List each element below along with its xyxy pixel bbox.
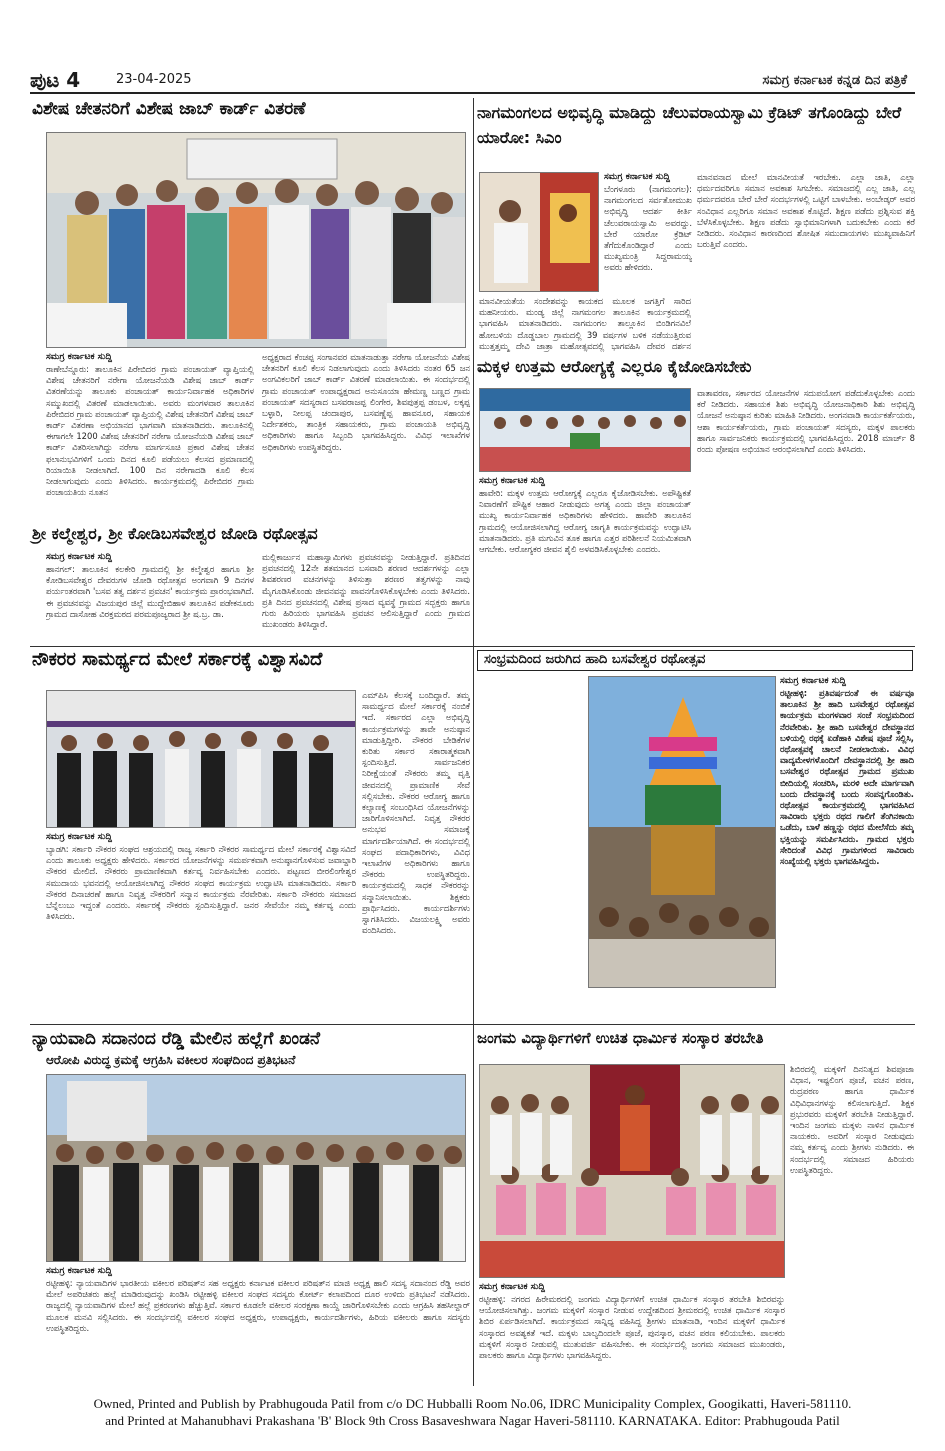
photo-job-card bbox=[46, 132, 466, 348]
subhead-lawyer: ಆರೋಪಿ ವಿರುದ್ಧ ಕ್ರಮಕ್ಕೆ ಆಗ್ರಹಿಸಿ ವಕೀಲರ ಸಂಘದಿಂದ ಪ್ರತಿಭಟನೆ bbox=[46, 1053, 296, 1067]
credit-lawyer: ಸಮಗ್ರ ಕರ್ನಾಟಕ ಸುದ್ದಿ bbox=[46, 1266, 112, 1276]
body-rathotsava-right: ಮಲ್ಲಿಕಾರ್ಜುನ ಮಹಾಸ್ವಾಮಿಗಳು ಪ್ರವಚನವನ್ನು ನೀಡುತ್ತಿದ್ದಾರೆ. ಪ್ರತಿದಿನದ ಪ್ರವಚನದಲ್ಲಿ 12ನೇ ಶತಮಾನದ ಬಸವಾದಿ ಶರಣರ ಆದರ್ಶಗಳನ್ನು ಎಲ್ಲಾ ಶಿವಶರಣರ ವಚನಗಳನ್ನು ತಿಳಿಸುತ್ತಾ ಶರಣರ ತತ್ವಗಳನ್ನು ನಾವು ಮೈಗೂಡಿಸಿಕೊಂಡು ಜೀವನವನ್ನು ಪಾವನಗೊಳಿಸಿಕೊಳ್ಳಬೇಕು ಎಂದು ತಿಳಿಸಿದರು. ಪ್ರತಿ ದಿನದ ಪ್ರವಚನದಲ್ಲಿ ವಿಶೇಷ ಪ್ರಸಾದ ವ್ಯವಸ್ಥೆ ಗ್ರಾಮದ ಸದ್ಭಕ್ತರು ಹಾಗೂ ಗುರು ಹಿರಿಯರು ಭಾಗವಹಿಸಿ ಪ್ರವಚನ ಆಲಿಸುತ್ತಿದ್ದಾರೆ ಎಂದು ಗ್ರಾಮದ ಮುಖಂಡರು ತಿಳಿಸಿದ್ದಾರೆ. bbox=[262, 552, 470, 630]
imprint-footer bbox=[0, 1395, 945, 1429]
headline-hadi-basaveshwara: ಸಂಭ್ರಮದಿಂದ ಜರುಗಿದ ಹಾದಿ ಬಸವೇಶ್ವರ ರಥೋತ್ಸವ bbox=[477, 650, 913, 671]
photo-health bbox=[479, 388, 691, 472]
headline-naukarara: ನೌಕರರ ಸಾಮರ್ಥ್ಯದ ಮೇಲೆ ಸರ್ಕಾರಕ್ಕೆ ವಿಶ್ವಾಸವಿದೆ bbox=[32, 649, 323, 670]
page-header bbox=[30, 68, 915, 94]
body-rathotsava-left: ಹಾನಗಲ್: ತಾಲೂಕಿನ ಕಲಕೇರಿ ಗ್ರಾಮದಲ್ಲಿ ಶ್ರೀ ಕಲ್ಮೇಶ್ವರ ಹಾಗೂ ಶ್ರೀ ಕೋಡಿಬಸವೇಶ್ವರ ದೇವರುಗಳ ಜೋಡಿ ರಥೋತ್ಸವ ಅಂಗವಾಗಿ 9 ದಿನಗಳ ಪರ್ಯಂತರವಾಗಿ 'ಬಸವ ತತ್ವ ದರ್ಶನ ಪ್ರವಚನ' ಕಾರ್ಯಕ್ರಮ ಪ್ರಾರಂಭವಾಗಿದೆ. ಈ ಪ್ರವಚನವನ್ನು ವಿಜಯಪುರ ಜಿಲ್ಲೆ ಮುದ್ದೇಬಿಹಾಳ ತಾಲೂಕಿನ ಪಡೇಕನೂರು ಗ್ರಾಮದ ದಾಸೋಹ ವಿರಕ್ತಮಠದ ಪರಮಪೂಜ್ಯರಾದ ಶ್ರೀ ಷ.ಬ್ರ. ಡಾ. bbox=[46, 564, 254, 619]
headline-rathotsava: ಶ್ರೀ ಕಲ್ಮೇಶ್ವರ, ಶ್ರೀ ಕೋಡಿಬಸವೇಶ್ವರ ಜೋಡಿ ರಥೋತ್ಸವ bbox=[32, 524, 318, 543]
headline-health: ಮಕ್ಕಳ ಉತ್ತಮ ಆರೋಗ್ಯಕ್ಕೆ ಎಲ್ಲರೂ ಕೈಜೋಡಿಸಬೇಕು bbox=[477, 357, 752, 376]
issue-date: 23-04-2025 bbox=[116, 72, 192, 87]
page-number: ಪುಟ 4 bbox=[30, 68, 81, 92]
body-cm-narrow: ಬೆಂಗಳೂರು (ನಾಗಮಂಗಲ): ನಾಗಮಂಗಲದ ಸರ್ವತೋಮುಖ ಅಭಿವೃದ್ಧಿ ಆದರ್ಶ ಕೀರ್ತಿ ಚೆಲುವರಾಯಸ್ವಾಮಿ ಅವರದ್ದು. ಬೇರೆ ಯಾರೋ ಕ್ರೆಡಿಟ್ ತೆಗೆದುಕೊಂಡಿದ್ದಾರೆ ಎಂದು ಮುಖ್ಯಮಂತ್ರಿ ಸಿದ್ದರಾಮಯ್ಯ ಅವರು ಹೇಳಿದರು. bbox=[604, 184, 692, 273]
body-job-card-right: ಅಧ್ಯಕ್ಷರಾದ ಕೆಂಚಪ್ಪ ಸಂಗಾನವರ ಮಾತನಾಡುತ್ತಾ ನರೇಗಾ ಯೋಜನೆಯ ವಿಶೇಷ ಚೇತನರಿಗೆ ಕೂಲಿ ಕೆಲಸ ನಿಡಲಾಗುವುದು ಎಂದು ತಿಳಿಸಿದರು ನಂತರ 65 ಜನ ಅಂಗವಿಕಲರಿಗೆ ಜಾಬ್ ಕಾರ್ಡ್ ವಿತರಣೆ ಮಾಡಲಾಯಿತು. ಈ ಸಂದರ್ಭದಲ್ಲಿ ಗ್ರಾಮ ಪಂಚಾಯತ್ ಉಪಾಧ್ಯಕ್ಷರಾದ ಅನುಸೂಯಾ ಹೇಮಣ್ಣ ಬಣ್ಣದ ಗ್ರಾಮ ಪಂಚಾಯತ್ ಸದಸ್ಯರಾದ ಬಸವರಾಜಪ್ಪ ಲಿಂಗೇರ, ಶಿವಪುತ್ರಪ್ಪ ಡಂಬಳ, ಲಕ್ಕಪ್ಪ ಬಳ್ಳಾರಿ, ನೀಲಪ್ಪ ಚಂದಾಪುರ, ಬಸವಣ್ಣೆಪ್ಪ ಹಾವನೂರ, ಸಹಾಯಕ ನಿರ್ದೇಶಕರು, ತಾಂತ್ರಿಕ ಸಹಾಯಕರು, ಗ್ರಾಮ ಪಂಚಾಯತಿ ಅಭಿವೃದ್ಧಿ ಅಧಿಕಾರಿಗಳು ಹಾಗೂ ಸಿಬ್ಬಂದಿ ಭಾಗವಹಿಸಿದ್ದರು. ವಿವಿಧ ಇಲಾಖೆಗಳ ಅಧಿಕಾರಿಗಳು ಉಪಸ್ಥಿತರಿದ್ದರು. bbox=[262, 352, 470, 452]
photo-group-image bbox=[47, 133, 466, 348]
body-naukarara-left: ಬ್ಯಾಡಗಿ: ಸರ್ಕಾರಿ ನೌಕರರ ಸಂಘದ ಆಶ್ರಯದಲ್ಲಿ ರಾಜ್ಯ ಸರ್ಕಾರಿ ನೌಕರರ ಸಾಮರ್ಥ್ಯದ ಮೇಲೆ ಸರ್ಕಾರಕ್ಕೆ ವಿಶ್ವಾಸವಿದೆ ಎಂದು ತಾಲೂಕು ಅಧ್ಯಕ್ಷರು ಹೇಳಿದರು. ಸರ್ಕಾರದ ಯೋಜನೆಗಳನ್ನು ಸಮರ್ಪಕವಾಗಿ ಅನುಷ್ಠಾನಗೊಳಿಸುವ ಜವಾಬ್ದಾರಿ ನೌಕರರ ಮೇಲಿದೆ. ನೌಕರರು ಪ್ರಾಮಾಣಿಕವಾಗಿ ಕರ್ತವ್ಯ ನಿರ್ವಹಿಸಬೇಕು ಎಂದರು. ಪಟ್ಟಣದ ಬೀರಲಿಂಗೇಶ್ವರ ಸಮುದಾಯ ಭವನದಲ್ಲಿ ಆಯೋಜಿಸಲಾಗಿದ್ದ ನೌಕರರ ಸಂಘದ ಕಾರ್ಯಕ್ರಮ ಉದ್ಘಾಟಿಸಿ ಮಾತನಾಡಿದರು. ಸರ್ಕಾರಿ ನೌಕರರ ದಿನಾಚರಣೆ ಹಾಗೂ ನಿವೃತ್ತ ನೌಕರರಿಗೆ ಸನ್ಮಾನ ಕಾರ್ಯಕ್ರಮ ನೆರವೇರಿತು. ಸರ್ಕಾರಿ ನೌಕರರು ಸಮಾಜದ ಬೆನ್ನೆಲುಬು ಇದ್ದಂತೆ ಎಂದರು. ಸರ್ಕಾರಕ್ಕೆ ನೌಕರರು ಸ್ಪಂದಿಸುತ್ತಿದ್ದಾರೆ. ಜನರ ಸೇವೆಯೇ ನಮ್ಮ ಕರ್ತವ್ಯ ಎಂದು ತಿಳಿಸಿದರು. bbox=[46, 844, 356, 922]
body-health-left: ಹಾವೇರಿ: ಮಕ್ಕಳ ಉತ್ತಮ ಆರೋಗ್ಯಕ್ಕೆ ಎಲ್ಲರೂ ಕೈಜೋಡಿಸಬೇಕು. ಅಪೌಷ್ಟಿಕತೆ ನಿವಾರಣೆಗೆ ಪೌಷ್ಟಿಕ ಆಹಾರ ನೀಡುವುದು ಅಗತ್ಯ ಎಂದು ಜಿಲ್ಲಾ ಪಂಚಾಯತ್ ಮುಖ್ಯ ಕಾರ್ಯನಿರ್ವಾಹಕ ಅಧಿಕಾರಿಗಳು ಹೇಳಿದರು. ಹಾವೇರಿ ತಾಲೂಕಿನ ಗ್ರಾಮದಲ್ಲಿ ಆಯೋಜಿಸಲಾಗಿದ್ದ ಆರೋಗ್ಯ ಜಾಗೃತಿ ಕಾರ್ಯಕ್ರಮವನ್ನು ಉದ್ಘಾಟಿಸಿ ಮಾತನಾಡಿದರು. ಪ್ರತಿ ಮಗುವಿನ ತೂಕ ಹಾಗೂ ಎತ್ತರ ಪರಿಶೀಲನೆ ನಿಯಮಿತವಾಗಿ ಆಗಬೇಕು. ಆರೋಗ್ಯಕರ ಜೀವನ ಶೈಲಿ ಅಳವಡಿಸಿಕೊಳ್ಳಬೇಕು ಎಂದರು. bbox=[479, 488, 691, 555]
credit-health: ಸಮಗ್ರ ಕರ್ನಾಟಕ ಸುದ್ದಿ bbox=[479, 476, 545, 486]
body-naukarara-right: ಎಮ್‌ಪಿಸಿ ಕೆಲಸಕ್ಕೆ ಬಂದಿದ್ದಾರೆ. ತಮ್ಮ ಸಾಮರ್ಥ್ಯದ ಮೇಲೆ ಸರ್ಕಾರಕ್ಕೆ ನಂಬಿಕೆ ಇದೆ. ಸರ್ಕಾರದ ಎಲ್ಲಾ ಅಭಿವೃದ್ಧಿ ಕಾರ್ಯಕ್ರಮಗಳನ್ನು ತಾವೇ ಅನುಷ್ಠಾನ ಮಾಡುತ್ತಿದ್ದೀರಿ. ನೌಕರರ ಬೇಡಿಕೆಗಳ ಕುರಿತು ಸರ್ಕಾರ ಸಕಾರಾತ್ಮಕವಾಗಿ ಸ್ಪಂದಿಸುತ್ತಿದೆ. ಸಾರ್ವಜನಿಕರ ನಿರೀಕ್ಷೆಯಂತೆ ನೌಕರರು ತಮ್ಮ ವೃತ್ತಿ ಜೀವನದಲ್ಲಿ ಪ್ರಾಮಾಣಿಕ ಸೇವೆ ಸಲ್ಲಿಸಬೇಕು. ನೌಕರರ ಆರೋಗ್ಯ ಹಾಗೂ ಕಲ್ಯಾಣಕ್ಕೆ ಸಂಬಂಧಿಸಿದ ಯೋಜನೆಗಳನ್ನು ಜಾರಿಗೊಳಿಸಲಾಗಿದೆ. ನಿವೃತ್ತ ನೌಕರರ ಅನುಭವ ಸಮಾಜಕ್ಕೆ ಮಾರ್ಗದರ್ಶಿಯಾಗಿದೆ. ಈ ಸಂದರ್ಭದಲ್ಲಿ ಸಂಘದ ಪದಾಧಿಕಾರಿಗಳು, ವಿವಿಧ ಇಲಾಖೆಗಳ ಅಧಿಕಾರಿಗಳು ಹಾಗೂ ನೌಕರರು ಉಪಸ್ಥಿತರಿದ್ದರು. ಕಾರ್ಯಕ್ರಮದಲ್ಲಿ ಸಾಧಕ ನೌಕರರನ್ನು ಸನ್ಮಾನಿಸಲಾಯಿತು. ಶಿಕ್ಷಕರು ಪ್ರಾರ್ಥಿಸಿದರು. ಕಾರ್ಯದರ್ಶಿಗಳು ಸ್ವಾಗತಿಸಿದರು. ವಿಜಯಲಕ್ಷ್ಮಿ ಅವರು ವಂದಿಸಿದರು. bbox=[362, 690, 470, 936]
credit-hadi: ಸಮಗ್ರ ಕರ್ನಾಟಕ ಸುದ್ದಿ bbox=[780, 676, 846, 686]
body-jangama-left: ರಟ್ಟೀಹಳ್ಳಿ: ನಗರದ ಹಿರೇಮಠದಲ್ಲಿ ಜಂಗಮ ವಿದ್ಯಾರ್ಥಿಗಳಿಗೆ ಉಚಿತ ಧಾರ್ಮಿಕ ಸಂಸ್ಕಾರ ತರಬೇತಿ ಶಿಬಿರವನ್ನು ಆಯೋಜಿಸಲಾಗಿತ್ತು. ಜಂಗಮ ಮಕ್ಕಳಿಗೆ ಸಂಸ್ಕಾರ ನೀಡುವ ಉದ್ದೇಶದಿಂದ ಶ್ರೀಮಠದಲ್ಲಿ ಉಚಿತ ಧಾರ್ಮಿಕ ಸಂಸ್ಕಾರ ಶಿಬಿರ ಏರ್ಪಡಿಸಲಾಗಿದೆ. ಕಾರ್ಯಕ್ರಮದ ಸಾನ್ನಿಧ್ಯ ವಹಿಸಿದ್ದ ಶ್ರೀಗಳು ಮಾತನಾಡಿ, ಇಂದಿನ ಮಕ್ಕಳಿಗೆ ಧಾರ್ಮಿಕ ಸಂಸ್ಕಾರದ ಅವಶ್ಯಕತೆ ಇದೆ. ಮಕ್ಕಳು ಬಾಲ್ಯದಿಂದಲೇ ಪೂಜೆ, ಪುನಸ್ಕಾರ, ವಚನ ಪಠಣ ಕಲಿಯಬೇಕು. ಪಾಲಕರು ಮಕ್ಕಳಿಗೆ ಸಂಸ್ಕಾರ ನೀಡುವಲ್ಲಿ ಮುತುವರ್ಜಿ ವಹಿಸಬೇಕು. ಈ ಸಂದರ್ಭದಲ್ಲಿ ಜಂಗಮ ಸಮಾಜದ ಮುಖಂಡರು, ಪಾಲಕರು ಹಾಗೂ ವಿದ್ಯಾರ್ಥಿಗಳು ಭಾಗವಹಿಸಿದ್ದರು. bbox=[479, 1294, 785, 1361]
headline-job-card: ವಿಶೇಷ ಚೇತನರಿಗೆ ವಿಶೇಷ ಜಾಬ್ ಕಾರ್ಡ್ ವಿತರಣೆ bbox=[32, 99, 306, 119]
photo-naukarara-image bbox=[47, 691, 356, 828]
body-lawyer: ರಟ್ಟೀಹಳ್ಳಿ: ನ್ಯಾಯವಾದಿಗಳ ಭಾರತೀಯ ವಕೀಲರ ಪರಿಷತ್‌ನ ಸಹ ಅಧ್ಯಕ್ಷರು ಕರ್ನಾಟಕ ವಕೀಲರ ಪರಿಷತ್‌ನ ಮಾಜಿ ಅಧ್ಯಕ್ಷ ಹಾಲಿ ಸದಸ್ಯ ಸದಾನಂದ ರೆಡ್ಡಿ ಅವರ ಮೇಲೆ ಅಪರಿಚಿತರು ಹಲ್ಲೆ ಮಾಡಿರುವುದನ್ನು ಖಂಡಿಸಿ ರಟ್ಟೀಹಳ್ಳಿ ವಕೀಲರ ಸಂಘದ ಸದಸ್ಯರು ಕೋರ್ಟ್ ಕಲಾಪದಿಂದ ದೂರ ಉಳಿದು ಪ್ರತಿಭಟನೆ ನಡೆಸಿದರು. ರಾಜ್ಯದಲ್ಲಿ ನ್ಯಾಯವಾದಿಗಳ ಮೇಲೆ ಹಲ್ಲೆ ಪ್ರಕರಣಗಳು ಹೆಚ್ಚುತ್ತಿವೆ. ಸರ್ಕಾರ ಕೂಡಲೇ ವಕೀಲರ ಸಂರಕ್ಷಣಾ ಕಾಯ್ದೆ ಜಾರಿಗೊಳಿಸಬೇಕು ಎಂದು ಆಗ್ರಹಿಸಿ ತಹಸೀಲ್ದಾರ್ ಮೂಲಕ ಮನವಿ ಸಲ್ಲಿಸಿದರು. ಈ ಸಂದರ್ಭದಲ್ಲಿ ವಕೀಲರ ಸಂಘದ ಅಧ್ಯಕ್ಷರು, ಉಪಾಧ್ಯಕ್ಷರು, ಕಾರ್ಯದರ್ಶಿಗಳು, ಹಿರಿಯ ವಕೀಲರು ಹಾಗೂ ಸದಸ್ಯರು ಉಪಸ್ಥಿತರಿದ್ದರು. bbox=[46, 1278, 470, 1333]
body-jangama-right: ಶಿಬಿರದಲ್ಲಿ ಮಕ್ಕಳಿಗೆ ದಿನನಿತ್ಯದ ಶಿವಪೂಜಾ ವಿಧಾನ, ಇಷ್ಟಲಿಂಗ ಪೂಜೆ, ವಚನ ಪಠಣ, ರುದ್ರಪಠಣ ಹಾಗೂ ಧಾರ್ಮಿಕ ವಿಧಿವಿಧಾನಗಳನ್ನು ಕಲಿಸಲಾಗುತ್ತಿದೆ. ಶಿಕ್ಷಕ ಪ್ರಭುರವರು ಮಕ್ಕಳಿಗೆ ತರಬೇತಿ ನೀಡುತ್ತಿದ್ದಾರೆ. ಇಂದಿನ ಜಂಗಮ ಮಕ್ಕಳು ನಾಳಿನ ಧಾರ್ಮಿಕ ನಾಯಕರು. ಅವರಿಗೆ ಸಂಸ್ಕಾರ ನೀಡುವುದು ನಮ್ಮ ಕರ್ತವ್ಯ ಎಂದು ಶ್ರೀಗಳು ನುಡಿದರು. ಈ ಸಂದರ್ಭದಲ್ಲಿ ಸಮಾಜದ ಹಿರಿಯರು ಉಪಸ್ಥಿತರಿದ್ದರು. bbox=[790, 1064, 914, 1175]
photo-protest-image bbox=[47, 1075, 466, 1262]
photo-health-image bbox=[480, 389, 691, 472]
body-cm-right: ಮಾನವನಾದ ಮೇಲೆ ಮಾನವೀಯತೆ ಇರಬೇಕು. ಎಲ್ಲಾ ಜಾತಿ, ಎಲ್ಲಾ ಧರ್ಮದವರಿಗೂ ಸಮಾನ ಅವಕಾಶ ಸಿಗಬೇಕು. ಸಮಾಜದಲ್ಲಿ ಎಲ್ಲ ಜಾತಿ, ಎಲ್ಲ ಧರ್ಮದವರೂ ಬೇರೆ ಬೇರೆ ಸಂದರ್ಭಗಳಲ್ಲಿ ಒಟ್ಟಿಗೆ ಬಾಳಬೇಕು. ಅಂಬೇಡ್ಕರ್ ಅವರ ಸಂವಿಧಾನ ಎಲ್ಲರಿಗೂ ಸಮಾನ ಅವಕಾಶ ಕೊಟ್ಟಿದೆ. ಶಿಕ್ಷಣ ಪಡೆದು ಪ್ರಶ್ನಿಸುವ ಶಕ್ತಿ ಬೆಳೆಸಿಕೊಳ್ಳಬೇಕು. ಶಿಕ್ಷಣ ಪಡೆದು ಸ್ವಾಭಿಮಾನಿಗಳಾಗಿ ಬದುಕಬೇಕು ಎಂದು ಕರೆ ನೀಡಿದರು. ಸಂವಿಧಾನ ಕಾರಣದಿಂದ ಶೋಷಿತ ಸಮುದಾಯಗಳು ಮುಖ್ಯವಾಹಿನಿಗೆ ಬರುತ್ತಿವೆ ಎಂದರು. bbox=[697, 172, 915, 250]
imprint-line-2: and Printed at Mahanubhavi Prakashana 'B' Block 9th Cross Basaveshwara Nagar Haveri-581110. KARNATAKA. Editor: Prabhugouda Patil bbox=[105, 1413, 840, 1428]
credit-cm: ಸಮಗ್ರ ಕರ್ನಾಟಕ ಸುದ್ದಿ bbox=[604, 172, 670, 182]
column-divider bbox=[473, 98, 474, 646]
credit-jangama: ಸಮಗ್ರ ಕರ್ನಾಟಕ ಸುದ್ದಿ bbox=[479, 1282, 545, 1292]
body-job-card-left: ರಾಣೇಬೆನ್ನೂರು: ತಾಲೂಕಿನ ಪಿರೇಬಿದರ ಗ್ರಾಮ ಪಂಚಾಯತ್ ವ್ಯಾಪ್ತಿಯಲ್ಲಿ ವಿಶೇಷ ಚೇತನರಿಗೆ ನರೇಗಾ ಯೋಜನೆಯಡಿ ವಿಶೇಷ ಜಾಬ್ ಕಾರ್ಡ್ ವಿತರಣೆಯನ್ನು ತಾಲೂಕು ಪಂಚಾಯತ್ ಕಾರ್ಯನಿರ್ವಾಹಕ ಅಧಿಕಾರಿಗಳ ಸಮ್ಮುಖದಲ್ಲಿ ವಿತರಣೆ ಮಾಡಲಾಯಿತು. ಅವರು ಮಂಗಳವಾರ ತಾಲೂಕಿನ ಪಿರೇಬಿದರ ಗ್ರಾಮ ಪಂಚಾಯತ್ ವ್ಯಾಪ್ತಿಯಲ್ಲಿ ವಿಶೇಷ ಚೇತನರಿಗೆ ವಿಶೇಷ ಜಾಬ್ ಕಾರ್ಡ್ ವಿತರಣಾ ಅಭಿಯಾನದ ಭಾಗವಾಗಿ ಮಾತನಾಡಿದರು. ತಾಲೂಕಿನಲ್ಲಿ ಈಗಾಗಲೇ 1200 ವಿಶೇಷ ಚೇತನರಿಗೆ ನರೇಗಾ ಯೋಜನೆಯಡಿ ವಿಶೇಷ ಜಾಬ್ ಕಾರ್ಡ್ ವಿತರಿಸಲಾಗಿದ್ದು ನರೇಗಾ ಮಾರ್ಗಸೂಚಿ ಪ್ರಕಾರ ವಿಶೇಷ ಚೇತನ ಫಲಾನುಭವಿಗಳಿಗೆ ಒಂದು ದಿನದ ಕೂಲಿ ಪಡೆಯಲು ಕೆಲಸದ ಪ್ರಮಾಣದಲ್ಲಿ ರಿಯಾಯಿತಿ ನೀಡಲಾಗಿದೆ. 100 ದಿನ ನರೇಗಾದಡಿ ಕೂಲಿ ಕೆಲಸ ನೀಡಲಾಗುವುದು ಎಂದು ತಿಳಿಸಿದರು. ಕಾರ್ಯಕ್ರಮದಲ್ಲಿ ಪಿರೇಬಿದರ ಗ್ರಾಮ ಪಂಚಾಯತಿಯ ನೂತನ bbox=[46, 364, 254, 498]
imprint-line-1: Owned, Printed and Publish by Prabhugouda Patil from c/o DC Hubballi Room No.06, IDRC Municipality Complex, Googikatti, Haveri-581110. bbox=[93, 1396, 852, 1411]
photo-jangama bbox=[479, 1064, 785, 1278]
headline-jangama: ಜಂಗಮ ವಿದ್ಯಾರ್ಥಿಗಳಿಗೆ ಉಚಿತ ಧಾರ್ಮಿಕ ಸಂಸ್ಕಾರ ತರಬೇತಿ bbox=[477, 1029, 764, 1047]
column-divider bbox=[473, 1024, 474, 1386]
photo-cm bbox=[479, 172, 599, 292]
credit-naukarara: ಸಮಗ್ರ ಕರ್ನಾಟಕ ಸುದ್ದಿ bbox=[46, 832, 112, 842]
headline-cm: ನಾಗಮಂಗಲದ ಅಭಿವೃದ್ಧಿ ಮಾಡಿದ್ದು ಚೆಲುವರಾಯಸ್ವಾಮಿ ಕ್ರೆಡಿಟ್ ತಗೊಂಡಿದ್ದು ಬೇರೆ ಯಾರೋ: ಸಿಎಂ bbox=[477, 103, 902, 147]
credit-rathotsava: ಸಮಗ್ರ ಕರ್ನಾಟಕ ಸುದ್ದಿ bbox=[46, 552, 112, 562]
body-cm-left: ಮಾನವೀಯತೆಯ ಸಂದೇಶವನ್ನು ಕಾಯಕದ ಮೂಲಕ ಜಗತ್ತಿಗೆ ಸಾರಿದ ಮಹನೀಯರು. ಮಂಡ್ಯ ಜಿಲ್ಲೆ ನಾಗಮಂಗಲ ತಾಲೂಕಿನ ಕಾರ್ಯಕ್ರಮದಲ್ಲಿ ಭಾಗವಹಿಸಿ ಮಾತನಾಡಿದರು. ನಾಗಮಂಗಲ ತಾಲ್ಲೂಕಿನ ಬಿಂಡಿಗನವಿಲೆ ಹೋಬಳಿಯ ದೊಡ್ಡಬಾಲ ಗ್ರಾಮದಲ್ಲಿ 39 ವರ್ಷಗಳ ಬಳಿಕ ನಡೆಯುತ್ತಿರುವ ಮುತ್ತತ್ತಮ್ಮ ದೇವಿ ಜಾತ್ರಾ ಮಹೋತ್ಸವದಲ್ಲಿ ಭಾಗವಹಿಸಿ ದೇವರ ದರ್ಶನ bbox=[479, 296, 691, 351]
photo-naukarara bbox=[46, 690, 356, 828]
column-divider bbox=[473, 646, 474, 1024]
credit-job-card: ಸಮಗ್ರ ಕರ್ನಾಟಕ ಸುದ್ದಿ bbox=[46, 352, 112, 362]
headline-lawyer: ನ್ಯಾಯವಾದಿ ಸದಾನಂದ ರೆಡ್ಡಿ ಮೇಲಿನ ಹಲ್ಲೆಗೆ ಖಂಡನೆ bbox=[32, 1029, 321, 1049]
photo-chariot-image bbox=[589, 677, 776, 988]
paper-title: ಸಮಗ್ರ ಕರ್ನಾಟಕ ಕನ್ನಡ ದಿನ ಪತ್ರಿಕೆ bbox=[762, 73, 907, 88]
body-hadi: ರಟ್ಟೀಹಳ್ಳಿ: ಪ್ರತಿವರ್ಷದಂತೆ ಈ ವರ್ಷವೂ ತಾಲೂಕಿನ ಶ್ರೀ ಹಾದಿ ಬಸವೇಶ್ವರ ರಥೋತ್ಸವ ಕಾರ್ಯಕ್ರಮ ಮಂಗಳವಾರ ಸಂಜೆ ಸಂಭ್ರಮದಿಂದ ನೆರವೇರಿತು. ಶ್ರೀ ಹಾದಿ ಬಸವೇಶ್ವರ ದೇವಸ್ಥಾನದ ಬಳಿಯಲ್ಲಿ ರಥಕ್ಕೆ ಏಡೆಹಾಕಿ ವಿಶೇಷ ಪೂಜೆ ಸಲ್ಲಿಸಿ, ರಥೋತ್ಸವಕ್ಕೆ ಚಾಲನೆ ನೀಡಲಾಯಿತು. ವಿವಿಧ ವಾದ್ಯಮೇಳಗಳೊಂದಿಗೆ ದೇವಸ್ಥಾನದಲ್ಲಿ ಶ್ರೀ ಹಾದಿ ಬಸವೇಶ್ವರ ರಥೋತ್ಸವ ಗ್ರಾಮದ ಪ್ರಮುಖ ಬೀದಿಯಲ್ಲಿ ಸಂಚರಿಸಿ, ಮರಳಿ ಅದೇ ಮಾರ್ಗವಾಗಿ ಬಂದು ದೇವಸ್ಥಾನಕ್ಕೆ ಬಂದು ಸಂಪನ್ನಗೊಂಡಿತು. ರಥೋತ್ಸವ ಕಾರ್ಯಕ್ರಮದಲ್ಲಿ ಭಾಗವಹಿಸಿದ ಸಾವಿರಾರು ಭಕ್ತರು ರಥದ ಗಾಲಿಗೆ ತೆಂಗಿನಕಾಯಿ ಒಡೆದು, ಬಾಳೆ ಹಣ್ಣನ್ನು ರಥದ ಮೇಲೆಸೆದು ತಮ್ಮ ಭಕ್ತಿಯನ್ನು ಸಮರ್ಪಿಸಿದರು. ಗ್ರಾಮದ ಭಕ್ತರು ಸೇರಿದಂತೆ ವಿವಿಧ ಗ್ರಾಮಗಳಿಂದ ಸಾವಿರಾರು ಸಂಖ್ಯೆಯಲ್ಲಿ ಭಕ್ತರು ಭಾಗವಹಿಸಿದ್ದರು. bbox=[780, 688, 914, 867]
photo-lawyer bbox=[46, 1074, 466, 1262]
photo-rathotsava bbox=[588, 676, 776, 988]
photo-cm-image bbox=[480, 173, 599, 292]
photo-students-image bbox=[480, 1065, 785, 1278]
body-health-right: ವಾತಾವರಣ, ಸರ್ಕಾರದ ಯೋಜನೆಗಳ ಸದುಪಯೋಗ ಪಡೆದುಕೊಳ್ಳಬೇಕು ಎಂದು ಕರೆ ನೀಡಿದರು. ಸಹಾಯಕ ಶಿಶು ಅಭಿವೃದ್ಧಿ ಯೋಜನಾಧಿಕಾರಿ ಶಿಶು ಅಭಿವೃದ್ಧಿ ಯೋಜನೆ ಅನುಷ್ಠಾನ ಕುರಿತು ಮಾಹಿತಿ ನೀಡಿದರು. ಅಂಗನವಾಡಿ ಕಾರ್ಯಕರ್ತೆಯರು, ಆಶಾ ಕಾರ್ಯಕರ್ತೆಯರು, ಗ್ರಾಮ ಪಂಚಾಯತ್ ಸದಸ್ಯರು, ಮಕ್ಕಳ ಪಾಲಕರು ಹಾಗೂ ಸಾರ್ವಜನಿಕರು ಕಾರ್ಯಕ್ರಮದಲ್ಲಿ ಭಾಗವಹಿಸಿದ್ದರು. 2018 ಮಾರ್ಚ್ 8 ರಂದು ಪೋಷಣ ಅಭಿಯಾನ ಆರಂಭಿಸಲಾಗಿದೆ ಎಂದು ತಿಳಿಸಿದರು. bbox=[697, 388, 915, 455]
